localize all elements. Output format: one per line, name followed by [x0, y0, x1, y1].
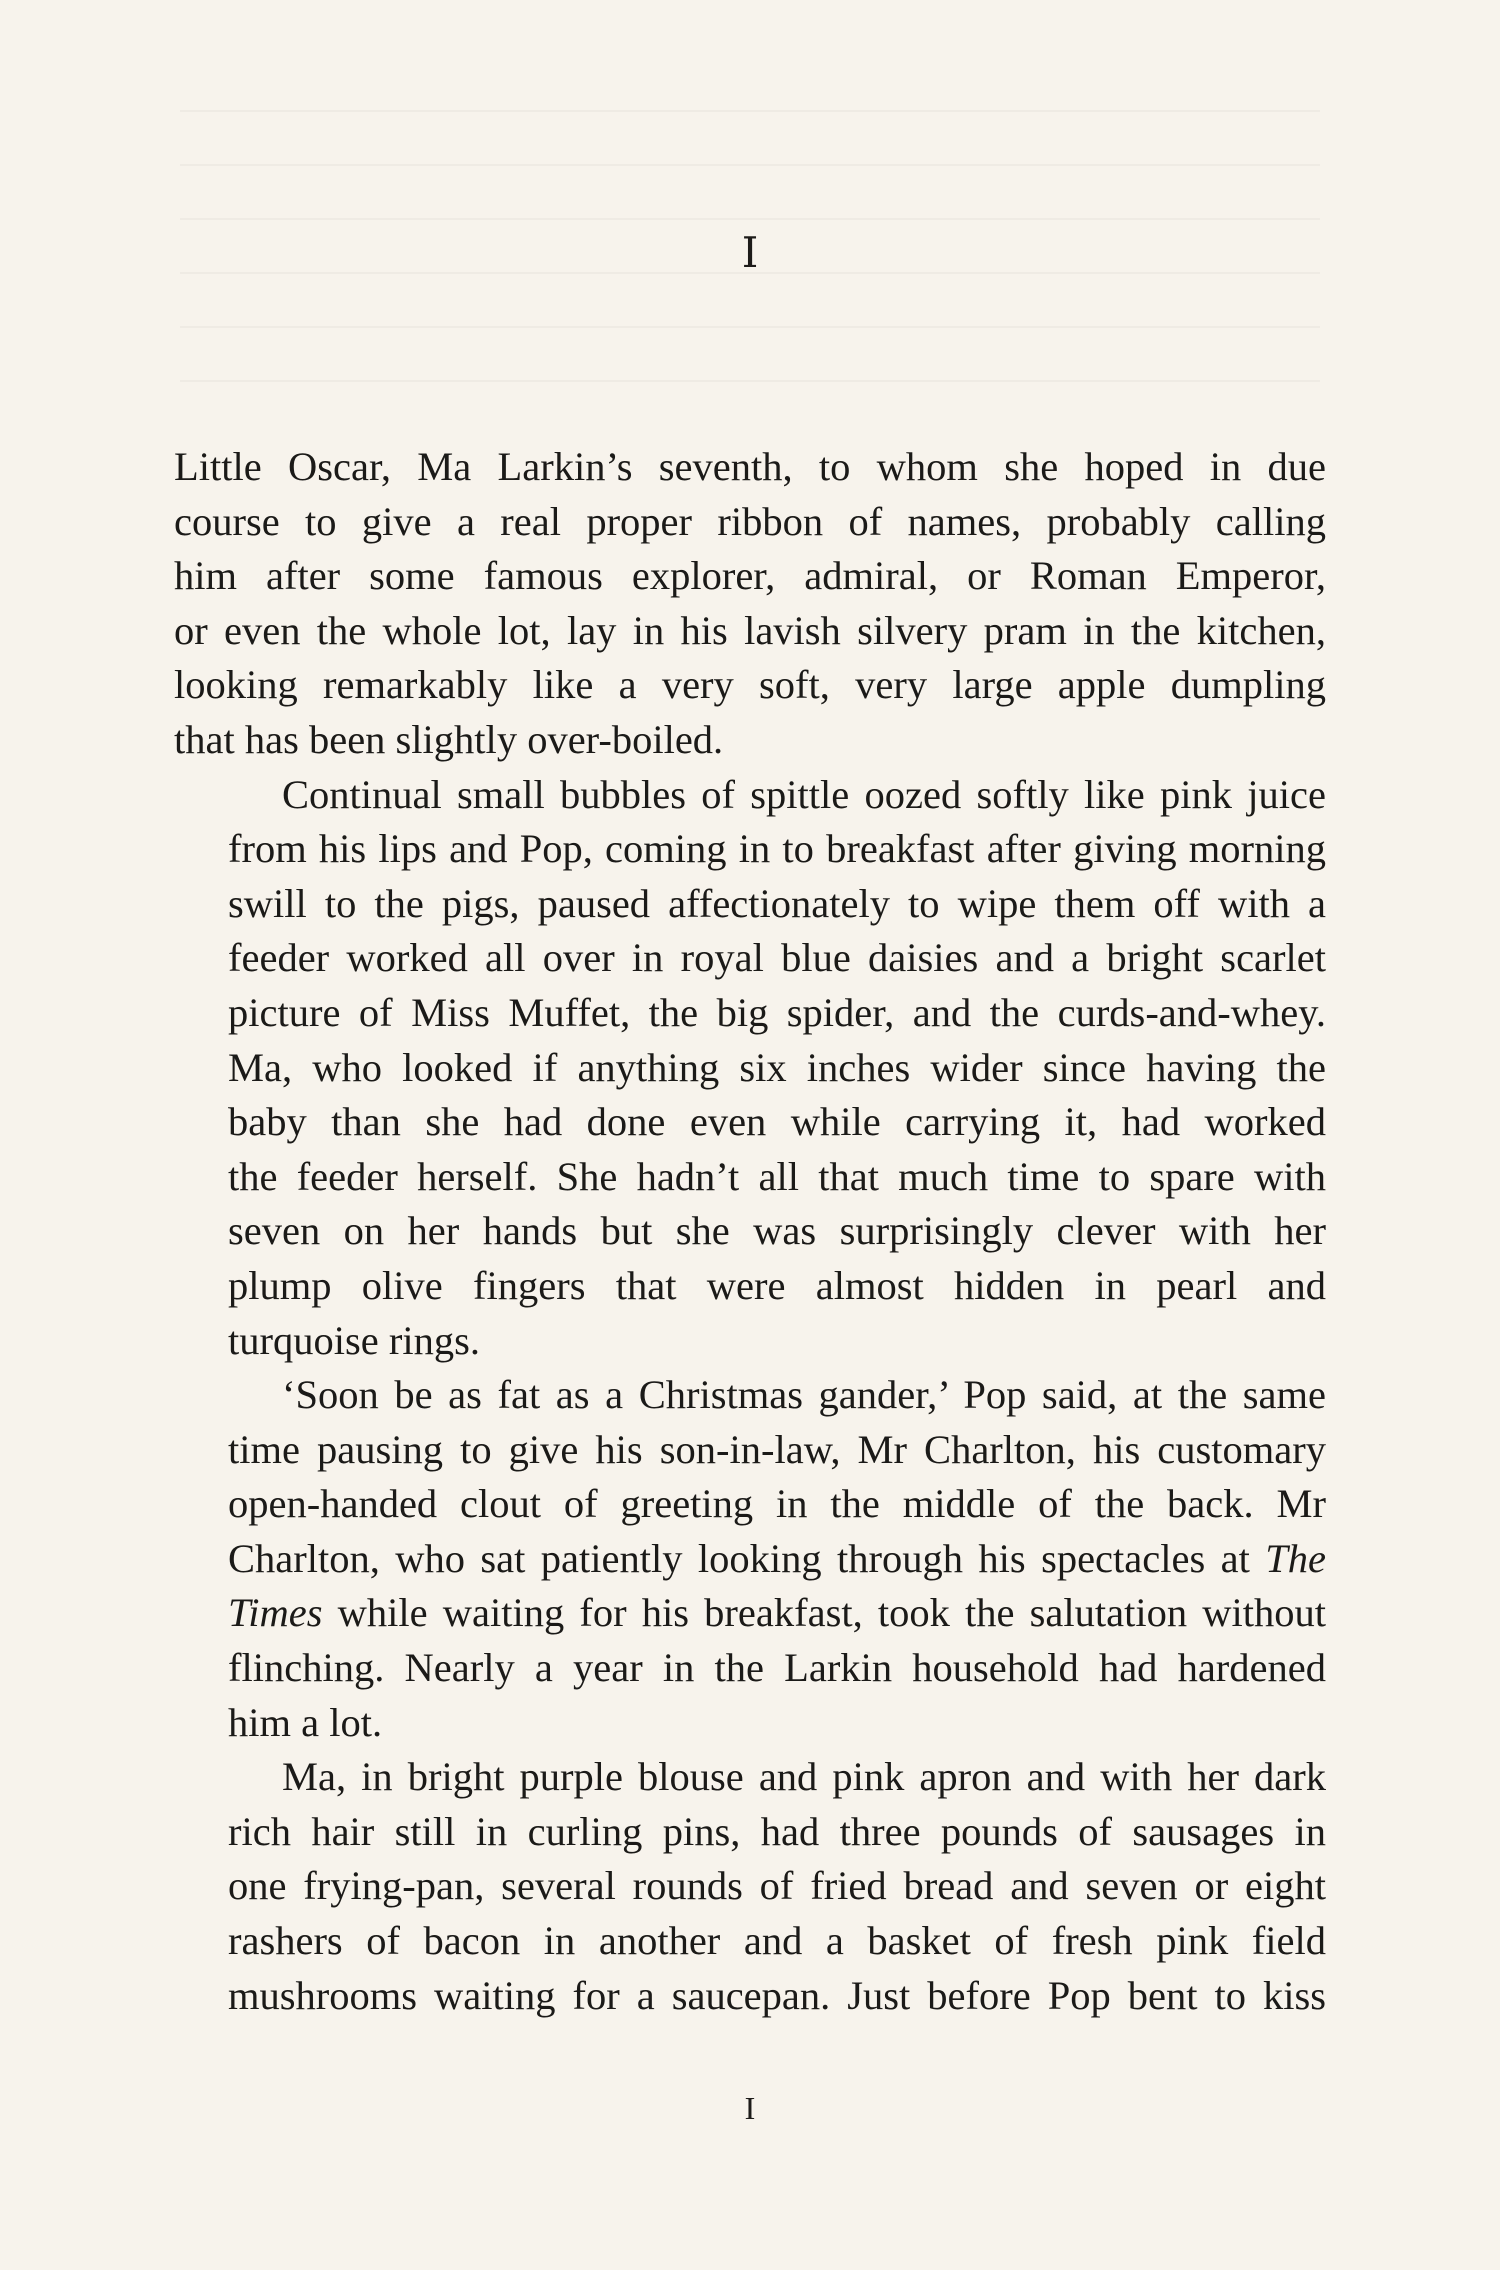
text-line: course to give a real proper ribbon of names, probably calling: [174, 498, 1326, 544]
text-line: flinching. Nearly a year in the Larkin household had hardened: [228, 1645, 1326, 1691]
text-line: Ma, in bright purple blouse and pink apron and with her dark: [282, 1754, 1326, 1800]
paragraph-2: [174, 768, 1326, 1369]
paragraph-3: [174, 1368, 1326, 1750]
text-line: or even the whole lot, lay in his lavish silvery pram in the kitchen,: [174, 607, 1326, 653]
text-line: open-handed clout of greeting in the middle of the back. Mr: [228, 1481, 1326, 1527]
text-line: looking remarkably like a very soft, very large apple dumpling: [174, 662, 1326, 708]
newspaper-title-italic: Times: [228, 1590, 323, 1636]
text-line: one frying-pan, several rounds of fried bread and seven or eight: [228, 1863, 1326, 1909]
text-line: that has been slightly over-boiled.: [174, 716, 724, 762]
chapter-number: I: [741, 228, 759, 277]
text-line: Continual small bubbles of spittle oozed softly like pink juice: [282, 771, 1326, 817]
text-line: time pausing to give his son-in-law, Mr Charlton, his customary: [228, 1426, 1326, 1472]
text-line: baby than she had done even while carrying it, had worked: [228, 1099, 1326, 1145]
text-line: swill to the pigs, paused affectionately to wipe them off with a: [228, 880, 1326, 926]
text-run: while waiting for his breakfast, took the salutation without: [322, 1590, 1326, 1636]
text-line: him after some famous explorer, admiral, or Roman Emperor,: [174, 553, 1326, 599]
text-line: the feeder herself. She hadn’t all that much time to spare with: [228, 1153, 1326, 1199]
text-line: seven on her hands but she was surprisingly clever with her: [228, 1208, 1326, 1254]
text-line: rashers of bacon in another and a basket of fresh pink field: [228, 1918, 1326, 1964]
paragraph-1: [174, 440, 1326, 768]
text-line: [174, 1532, 1326, 1587]
text-line: picture of Miss Muffet, the big spider, and the curds-and-whey.: [228, 989, 1326, 1035]
text-line: him a lot.: [228, 1699, 383, 1745]
text-line: [174, 1586, 1326, 1641]
paragraph-4: [174, 1750, 1326, 2023]
text-line: Little Oscar, Ma Larkin’s seventh, to whom she hoped in due: [174, 444, 1326, 489]
text-line: from his lips and Pop, coming in to breakfast after giving morning: [228, 826, 1326, 872]
body-text: [174, 440, 1326, 2023]
text-line: feeder worked all over in royal blue daisies and a bright scarlet: [228, 935, 1326, 981]
text-line: Ma, who looked if anything six inches wider since having the: [228, 1044, 1326, 1090]
page-number: I: [744, 2090, 756, 2126]
newspaper-title-italic: The: [1265, 1535, 1326, 1581]
text-line: rich hair still in curling pins, had three pounds of sausages in: [228, 1808, 1326, 1854]
text-line: mushrooms waiting for a saucepan. Just before Pop bent to kiss: [228, 1972, 1326, 2018]
text-line: turquoise rings.: [228, 1317, 480, 1363]
text-run: Charlton, who sat patiently looking through his spectacles at: [228, 1535, 1266, 1581]
text-line: plump olive fingers that were almost hidden in pearl and: [228, 1262, 1326, 1308]
text-line: ‘Soon be as fat as a Christmas gander,’ Pop said, at the same: [282, 1372, 1326, 1418]
